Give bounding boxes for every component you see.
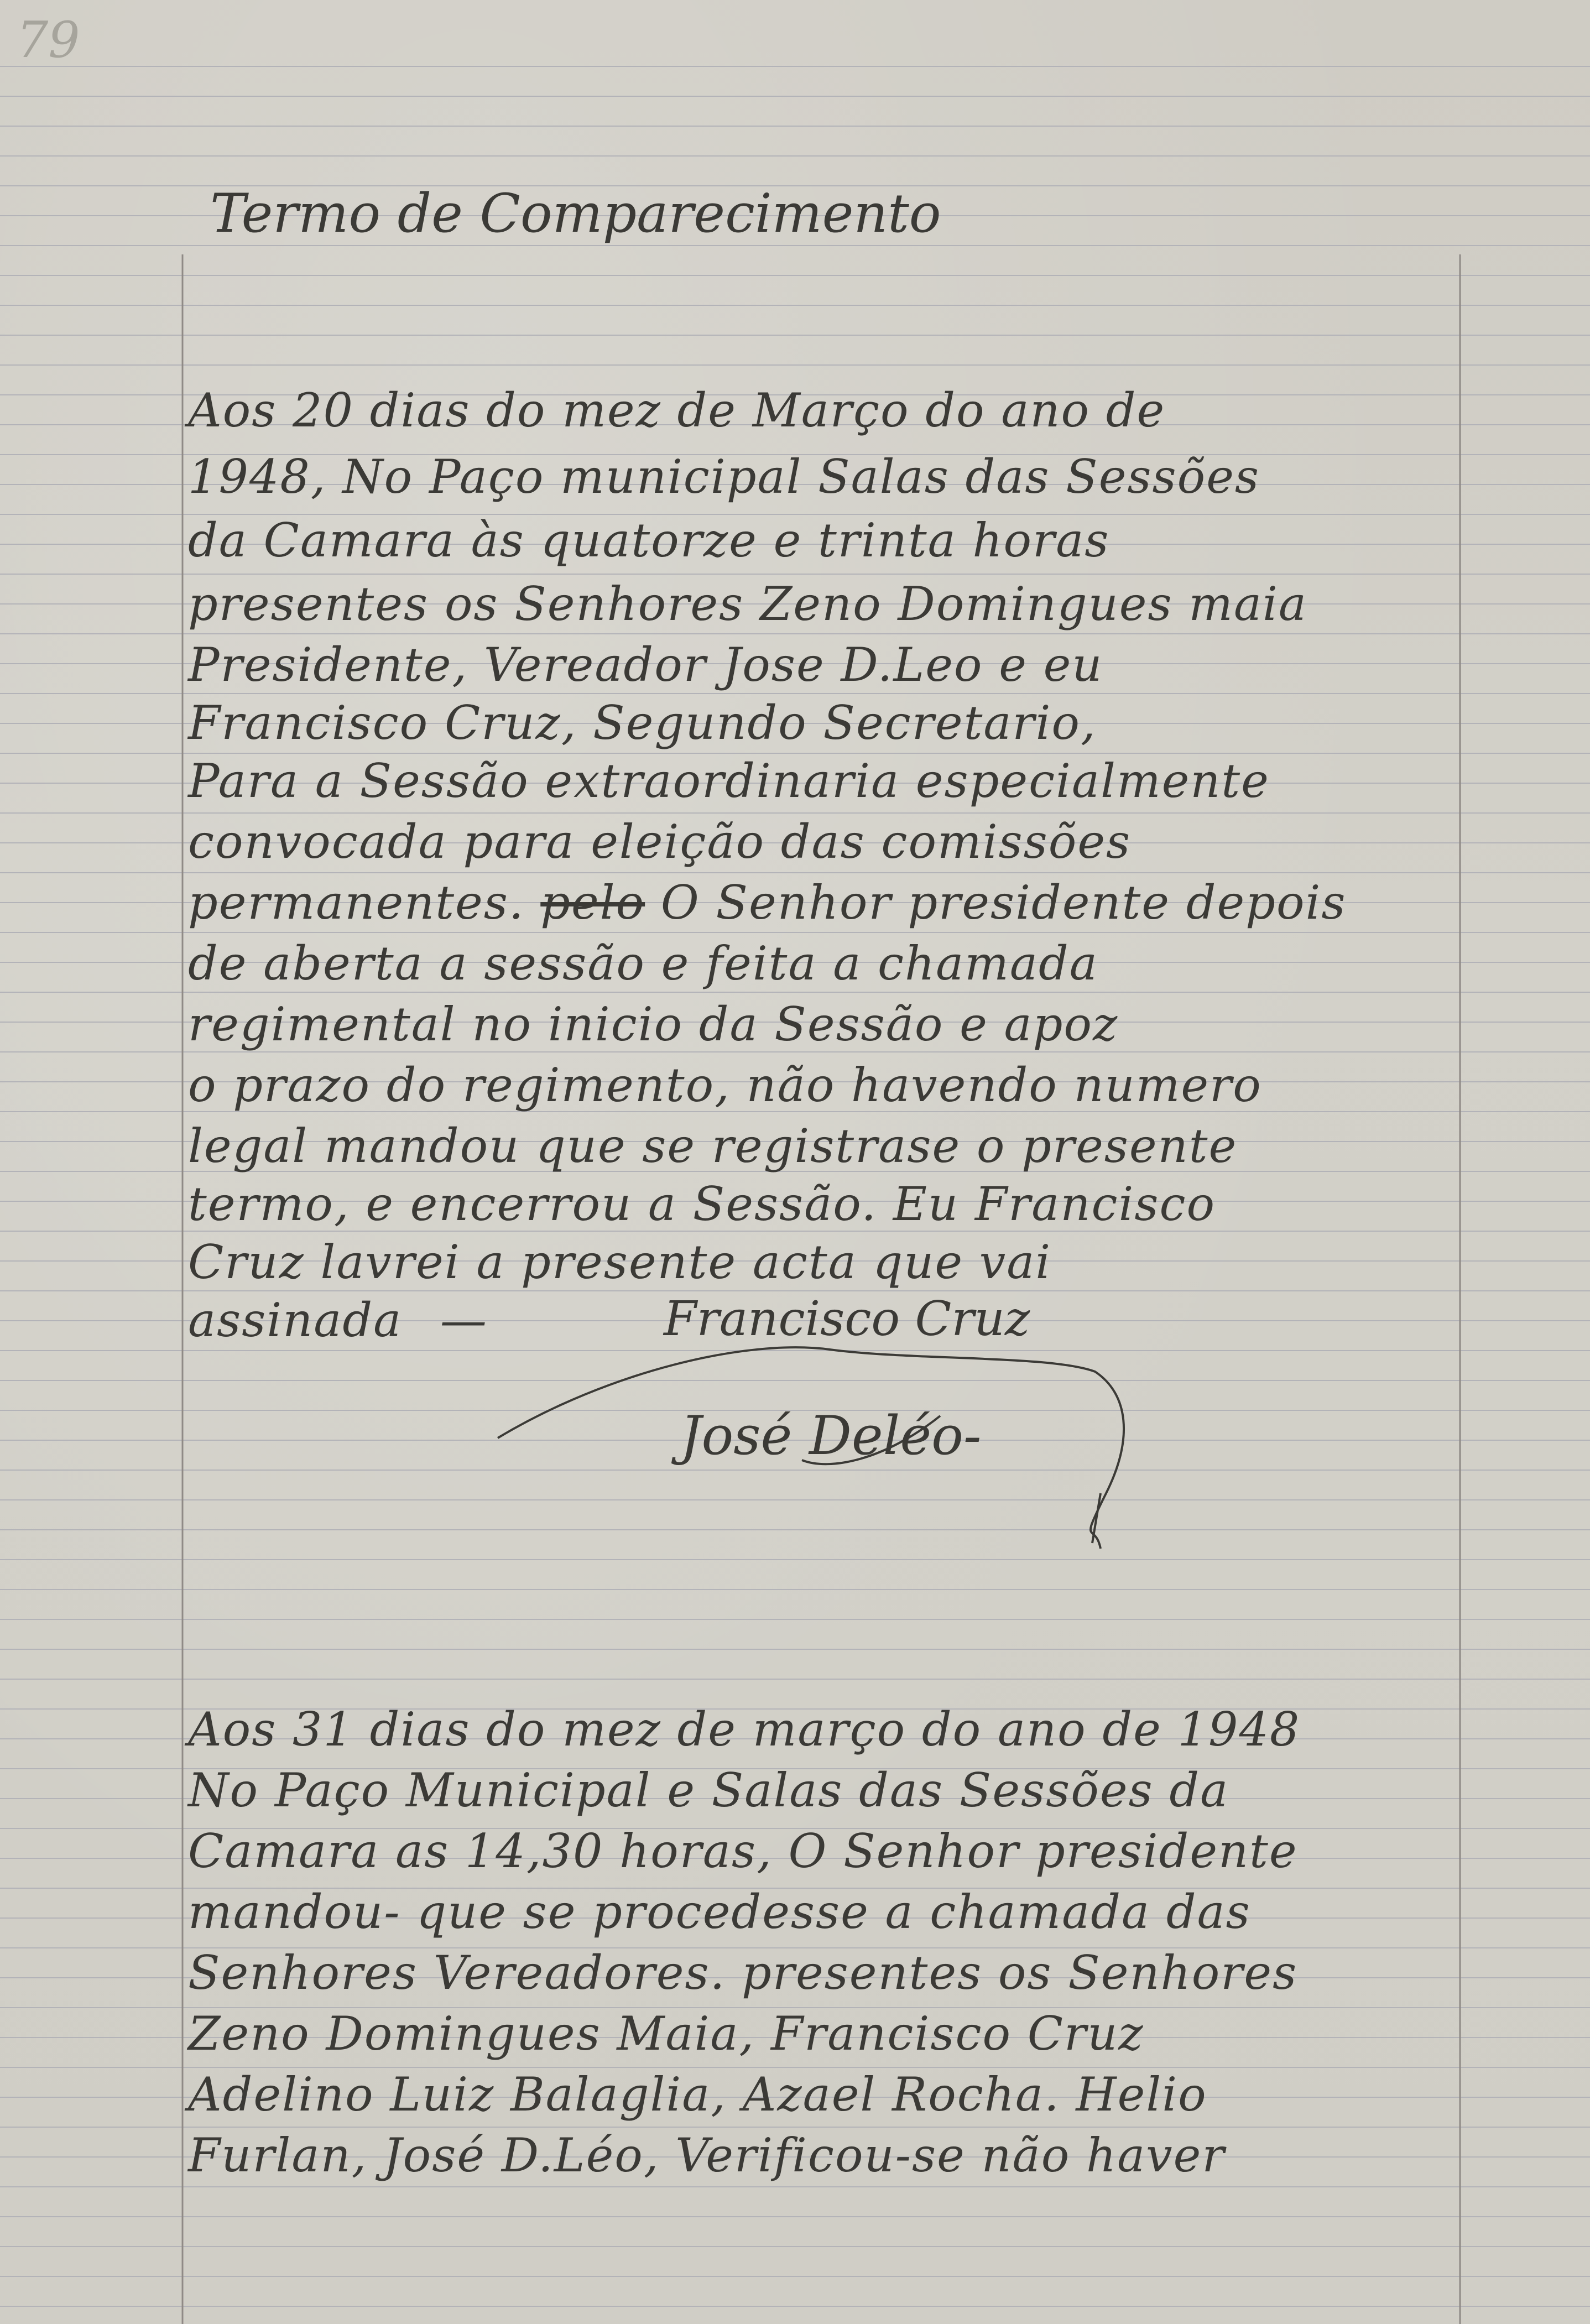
entry1-line-4: presentes os Senhores Zeno Domingues maia — [188, 577, 1307, 631]
entry1-line-8: convocada para eleição das comissões — [188, 815, 1132, 869]
entry2-line-6: Zeno Domingues Maia, Francisco Cruz — [188, 2007, 1144, 2061]
page-number: 79 — [17, 11, 80, 69]
entry1-line-9-start: permanentes. — [188, 876, 525, 930]
entry1-line-13: legal mandou que se registrase o presente — [188, 1119, 1238, 1173]
flourish-stroke — [802, 1416, 940, 1464]
signature-francisco-cruz: Francisco Cruz — [664, 1291, 1030, 1347]
entry1-line-11: regimental no inicio da Sessão e apoz — [188, 997, 1119, 1051]
closing-text: assinada — [188, 1293, 403, 1347]
struck-word: pelo — [540, 876, 645, 930]
entry1-line-5: Presidente, Vereador Jose D.Leo e eu — [188, 638, 1103, 692]
entry1-line-3: da Camara às quatorze e trinta horas — [188, 513, 1110, 567]
entry2-line-5: Senhores Vereadores. presentes os Senhores — [188, 1946, 1298, 2000]
entry1-line-2: 1948, No Paço municipal Salas das Sessões — [188, 450, 1260, 504]
page-title: Termo de Comparecimento — [210, 183, 941, 244]
entry1-line-10: de aberta a sessão e feita a chamada — [188, 936, 1098, 991]
entry1-line-7: Para a Sessão extraordinaria especialmente — [188, 754, 1270, 808]
entry2-line-7: Adelino Luiz Balaglia, Azael Rocha. Helio — [188, 2067, 1207, 2122]
entry2-line-3: Camara as 14,30 horas, O Senhor presidente — [188, 1824, 1298, 1878]
signature-jose-deleo: José Deléo- — [680, 1405, 982, 1467]
entry1-line-14: termo, e encerrou a Sessão. Eu Francisco — [188, 1177, 1216, 1231]
entry2-line-2: No Paço Municipal e Salas das Sessões da — [188, 1763, 1229, 1817]
closing-dash: — — [440, 1293, 488, 1347]
entry2-line-8: Furlan, José D.Léo, Verificou-se não haver — [188, 2128, 1226, 2182]
entry1-line-1: Aos 20 dias do mez de Março do ano de — [188, 383, 1166, 437]
entry2-line-1: Aos 31 dias do mez de março do ano de 1948 — [188, 1702, 1301, 1757]
entry1-line-15: Cruz lavrei a presente acta que vai — [188, 1235, 1052, 1289]
entry2-line-4: mandou- que se procedesse a chamada das — [188, 1885, 1251, 1939]
entry1-line-12: o prazo do regimento, não havendo numero — [188, 1058, 1262, 1112]
flourish-stroke — [498, 1347, 1124, 1549]
entry1-line-6: Francisco Cruz, Segundo Secretario, — [188, 696, 1097, 750]
entry1-line-9-rest: O Senhor presidente depois — [660, 876, 1347, 930]
